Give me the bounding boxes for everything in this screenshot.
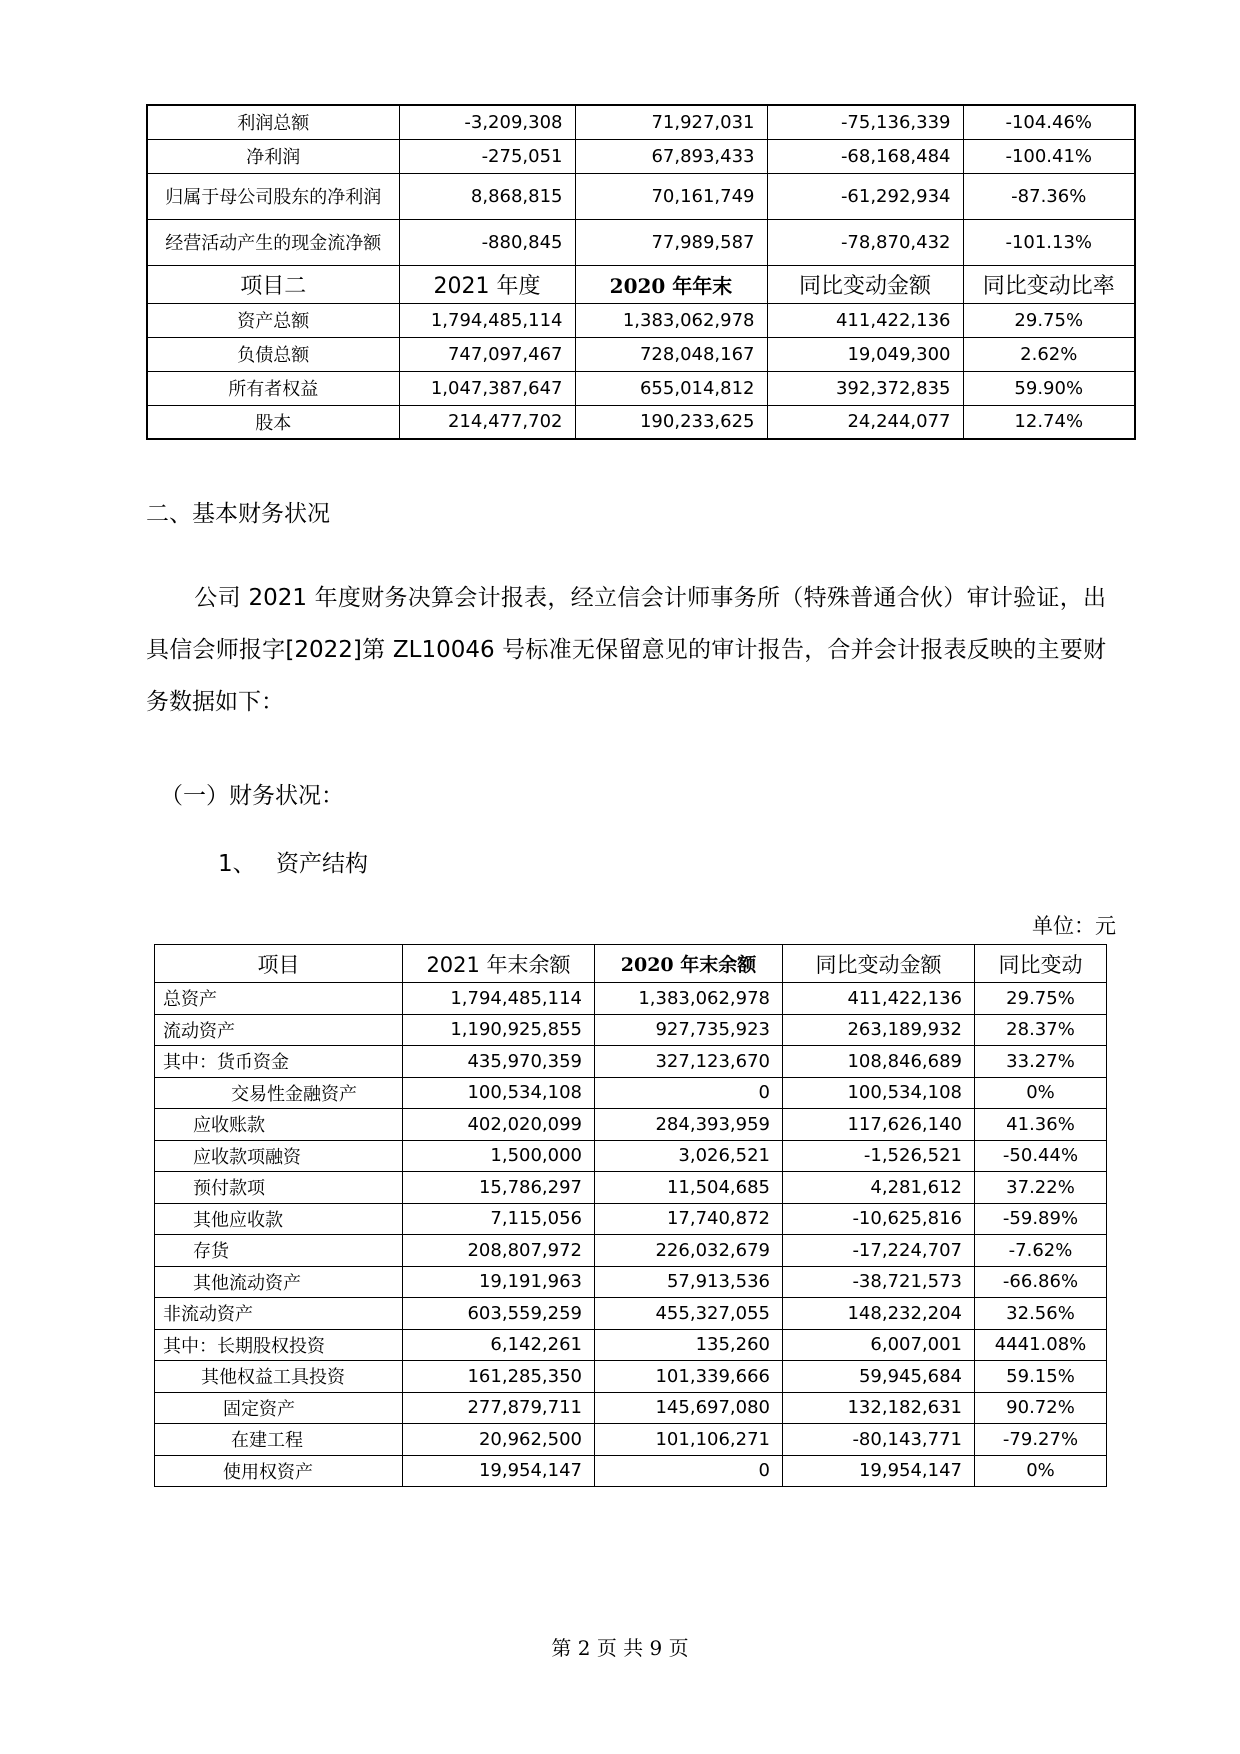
- cell-value: 226,032,679: [595, 1235, 783, 1267]
- cell-value: -880,845: [399, 219, 575, 265]
- cell-value: 0%: [975, 1455, 1107, 1487]
- table-header-row: [155, 945, 1107, 983]
- cell-value: 8,868,815: [399, 173, 575, 219]
- row-label: 总资产: [155, 983, 403, 1015]
- cell-value: 327,123,670: [595, 1046, 783, 1078]
- cell-value: -87.36%: [963, 173, 1135, 219]
- column-header: 2020 年年末: [575, 265, 767, 303]
- cell-value: -10,625,816: [783, 1203, 975, 1235]
- table-row: [147, 337, 1135, 371]
- cell-value: -3,209,308: [399, 105, 575, 139]
- table-row: [155, 1298, 1107, 1330]
- row-label: 其他权益工具投资: [155, 1361, 403, 1393]
- cell-value: 284,393,959: [595, 1109, 783, 1141]
- cell-value: 59.90%: [963, 371, 1135, 405]
- row-label: 股本: [147, 405, 399, 439]
- cell-value: 1,500,000: [403, 1140, 595, 1172]
- subsubsection-text: 资产结构: [276, 851, 368, 877]
- cell-value: 728,048,167: [575, 337, 767, 371]
- table-row: [155, 1361, 1107, 1393]
- cell-value: 59.15%: [975, 1361, 1107, 1393]
- cell-value: -78,870,432: [767, 219, 963, 265]
- cell-value: 29.75%: [963, 303, 1135, 337]
- cell-value: -17,224,707: [783, 1235, 975, 1267]
- row-label: 归属于母公司股东的净利润: [147, 173, 399, 219]
- cell-value: 24,244,077: [767, 405, 963, 439]
- cell-value: -275,051: [399, 139, 575, 173]
- row-label: 预付款项: [155, 1172, 403, 1204]
- cell-value: 4,281,612: [783, 1172, 975, 1204]
- cell-value: 263,189,932: [783, 1014, 975, 1046]
- row-label: 负债总额: [147, 337, 399, 371]
- row-label: 经营活动产生的现金流净额: [147, 219, 399, 265]
- column-header: 2021 年末余额: [403, 945, 595, 983]
- cell-value: 108,846,689: [783, 1046, 975, 1078]
- cell-value: -7.62%: [975, 1235, 1107, 1267]
- cell-value: 655,014,812: [575, 371, 767, 405]
- cell-value: 411,422,136: [767, 303, 963, 337]
- cell-value: 19,954,147: [403, 1455, 595, 1487]
- cell-value: 41.36%: [975, 1109, 1107, 1141]
- cell-value: 927,735,923: [595, 1014, 783, 1046]
- paragraph-text: 公司 2021 年度财务决算会计报表，经立信会计师事务所（特殊普通合伙）审计验证，出具信会师报字[2022]第 ZL10046 号标准无保留意见的审计报告，合并会计报表反映的主要财务数据如下：: [146, 585, 1106, 715]
- cell-value: 101,339,666: [595, 1361, 783, 1393]
- page-footer: 第 2 页 共 9 页: [551, 1636, 689, 1660]
- subsubsection-title: [218, 838, 368, 890]
- table-row: [147, 139, 1135, 173]
- asset-structure-table: [154, 944, 1107, 1487]
- row-label: 应收账款: [155, 1109, 403, 1141]
- cell-value: 19,954,147: [783, 1455, 975, 1487]
- cell-value: 17,740,872: [595, 1203, 783, 1235]
- table-row: [147, 219, 1135, 265]
- cell-value: 1,190,925,855: [403, 1014, 595, 1046]
- cell-value: 7,115,056: [403, 1203, 595, 1235]
- cell-value: -75,136,339: [767, 105, 963, 139]
- column-header: 2021 年度: [399, 265, 575, 303]
- row-label: 非流动资产: [155, 1298, 403, 1330]
- cell-value: 67,893,433: [575, 139, 767, 173]
- cell-value: 59,945,684: [783, 1361, 975, 1393]
- table-row: [155, 1266, 1107, 1298]
- cell-value: 1,794,485,114: [403, 983, 595, 1015]
- table-row: [147, 371, 1135, 405]
- cell-value: 148,232,204: [783, 1298, 975, 1330]
- cell-value: -38,721,573: [783, 1266, 975, 1298]
- cell-value: 1,794,485,114: [399, 303, 575, 337]
- section-title: 二、基本财务状况: [146, 501, 330, 527]
- cell-value: 190,233,625: [575, 405, 767, 439]
- table-row: [155, 1140, 1107, 1172]
- cell-value: 402,020,099: [403, 1109, 595, 1141]
- unit-label: 单位：元: [1032, 914, 1116, 938]
- cell-value: 145,697,080: [595, 1392, 783, 1424]
- income-summary-table: [146, 104, 1136, 440]
- column-header: 项目: [155, 945, 403, 983]
- row-label: 净利润: [147, 139, 399, 173]
- cell-value: -59.89%: [975, 1203, 1107, 1235]
- table-row: [147, 173, 1135, 219]
- cell-value: 100,534,108: [783, 1077, 975, 1109]
- row-label: 流动资产: [155, 1014, 403, 1046]
- cell-value: -104.46%: [963, 105, 1135, 139]
- cell-value: 101,106,271: [595, 1424, 783, 1456]
- table-row: [155, 1014, 1107, 1046]
- cell-value: 71,927,031: [575, 105, 767, 139]
- table-row: [155, 1203, 1107, 1235]
- cell-value: 19,191,963: [403, 1266, 595, 1298]
- row-label: 其中：长期股权投资: [155, 1329, 403, 1361]
- table-row: [155, 1046, 1107, 1078]
- row-label: 应收款项融资: [155, 1140, 403, 1172]
- cell-value: 6,007,001: [783, 1329, 975, 1361]
- cell-value: 1,383,062,978: [595, 983, 783, 1015]
- body-paragraph: [146, 572, 1106, 728]
- cell-value: 435,970,359: [403, 1046, 595, 1078]
- cell-value: 1,047,387,647: [399, 371, 575, 405]
- row-label: 在建工程: [155, 1424, 403, 1456]
- cell-value: 37.22%: [975, 1172, 1107, 1204]
- column-header: 项目二: [147, 265, 399, 303]
- cell-value: 70,161,749: [575, 173, 767, 219]
- cell-value: 1,383,062,978: [575, 303, 767, 337]
- table-row: [147, 303, 1135, 337]
- column-header: 同比变动: [975, 945, 1107, 983]
- cell-value: 277,879,711: [403, 1392, 595, 1424]
- table-row: [155, 983, 1107, 1015]
- row-label: 存货: [155, 1235, 403, 1267]
- row-label: 利润总额: [147, 105, 399, 139]
- cell-value: -68,168,484: [767, 139, 963, 173]
- row-label: 其他流动资产: [155, 1266, 403, 1298]
- column-header: 同比变动比率: [963, 265, 1135, 303]
- cell-value: -100.41%: [963, 139, 1135, 173]
- cell-value: 2.62%: [963, 337, 1135, 371]
- cell-value: 12.74%: [963, 405, 1135, 439]
- cell-value: 4441.08%: [975, 1329, 1107, 1361]
- cell-value: 603,559,259: [403, 1298, 595, 1330]
- cell-value: 117,626,140: [783, 1109, 975, 1141]
- cell-value: 0%: [975, 1077, 1107, 1109]
- row-label: 固定资产: [155, 1392, 403, 1424]
- subsection-title: （一）财务状况：: [160, 783, 344, 809]
- cell-value: 392,372,835: [767, 371, 963, 405]
- cell-value: 3,026,521: [595, 1140, 783, 1172]
- cell-value: 208,807,972: [403, 1235, 595, 1267]
- cell-value: 29.75%: [975, 983, 1107, 1015]
- table-row: [155, 1172, 1107, 1204]
- cell-value: 411,422,136: [783, 983, 975, 1015]
- table-row: [147, 405, 1135, 439]
- cell-value: 132,182,631: [783, 1392, 975, 1424]
- cell-value: 20,962,500: [403, 1424, 595, 1456]
- table-row: [155, 1109, 1107, 1141]
- cell-value: -1,526,521: [783, 1140, 975, 1172]
- cell-value: -50.44%: [975, 1140, 1107, 1172]
- cell-value: 33.27%: [975, 1046, 1107, 1078]
- cell-value: 6,142,261: [403, 1329, 595, 1361]
- table-row: [155, 1424, 1107, 1456]
- cell-value: 11,504,685: [595, 1172, 783, 1204]
- cell-value: -61,292,934: [767, 173, 963, 219]
- cell-value: 19,049,300: [767, 337, 963, 371]
- cell-value: 77,989,587: [575, 219, 767, 265]
- cell-value: 90.72%: [975, 1392, 1107, 1424]
- table-row: [155, 1235, 1107, 1267]
- cell-value: -79.27%: [975, 1424, 1107, 1456]
- row-label: 所有者权益: [147, 371, 399, 405]
- cell-value: 747,097,467: [399, 337, 575, 371]
- table-header-row: [147, 265, 1135, 303]
- cell-value: 0: [595, 1455, 783, 1487]
- row-label: 其中：货币资金: [155, 1046, 403, 1078]
- cell-value: 455,327,055: [595, 1298, 783, 1330]
- table-row: [147, 105, 1135, 139]
- cell-value: 214,477,702: [399, 405, 575, 439]
- cell-value: 15,786,297: [403, 1172, 595, 1204]
- row-label: 资产总额: [147, 303, 399, 337]
- row-label: 使用权资产: [155, 1455, 403, 1487]
- cell-value: 32.56%: [975, 1298, 1107, 1330]
- cell-value: -80,143,771: [783, 1424, 975, 1456]
- cell-value: -66.86%: [975, 1266, 1107, 1298]
- subsubsection-number: 1、: [218, 851, 256, 877]
- row-label: 交易性金融资产: [155, 1077, 403, 1109]
- table-row: [155, 1392, 1107, 1424]
- cell-value: -101.13%: [963, 219, 1135, 265]
- cell-value: 57,913,536: [595, 1266, 783, 1298]
- cell-value: 161,285,350: [403, 1361, 595, 1393]
- table-row: [155, 1329, 1107, 1361]
- cell-value: 28.37%: [975, 1014, 1107, 1046]
- row-label: 其他应收款: [155, 1203, 403, 1235]
- column-header: 同比变动金额: [767, 265, 963, 303]
- cell-value: 0: [595, 1077, 783, 1109]
- column-header: 同比变动金额: [783, 945, 975, 983]
- column-header: 2020 年末余额: [595, 945, 783, 983]
- cell-value: 135,260: [595, 1329, 783, 1361]
- table-row: [155, 1455, 1107, 1487]
- cell-value: 100,534,108: [403, 1077, 595, 1109]
- table-row: [155, 1077, 1107, 1109]
